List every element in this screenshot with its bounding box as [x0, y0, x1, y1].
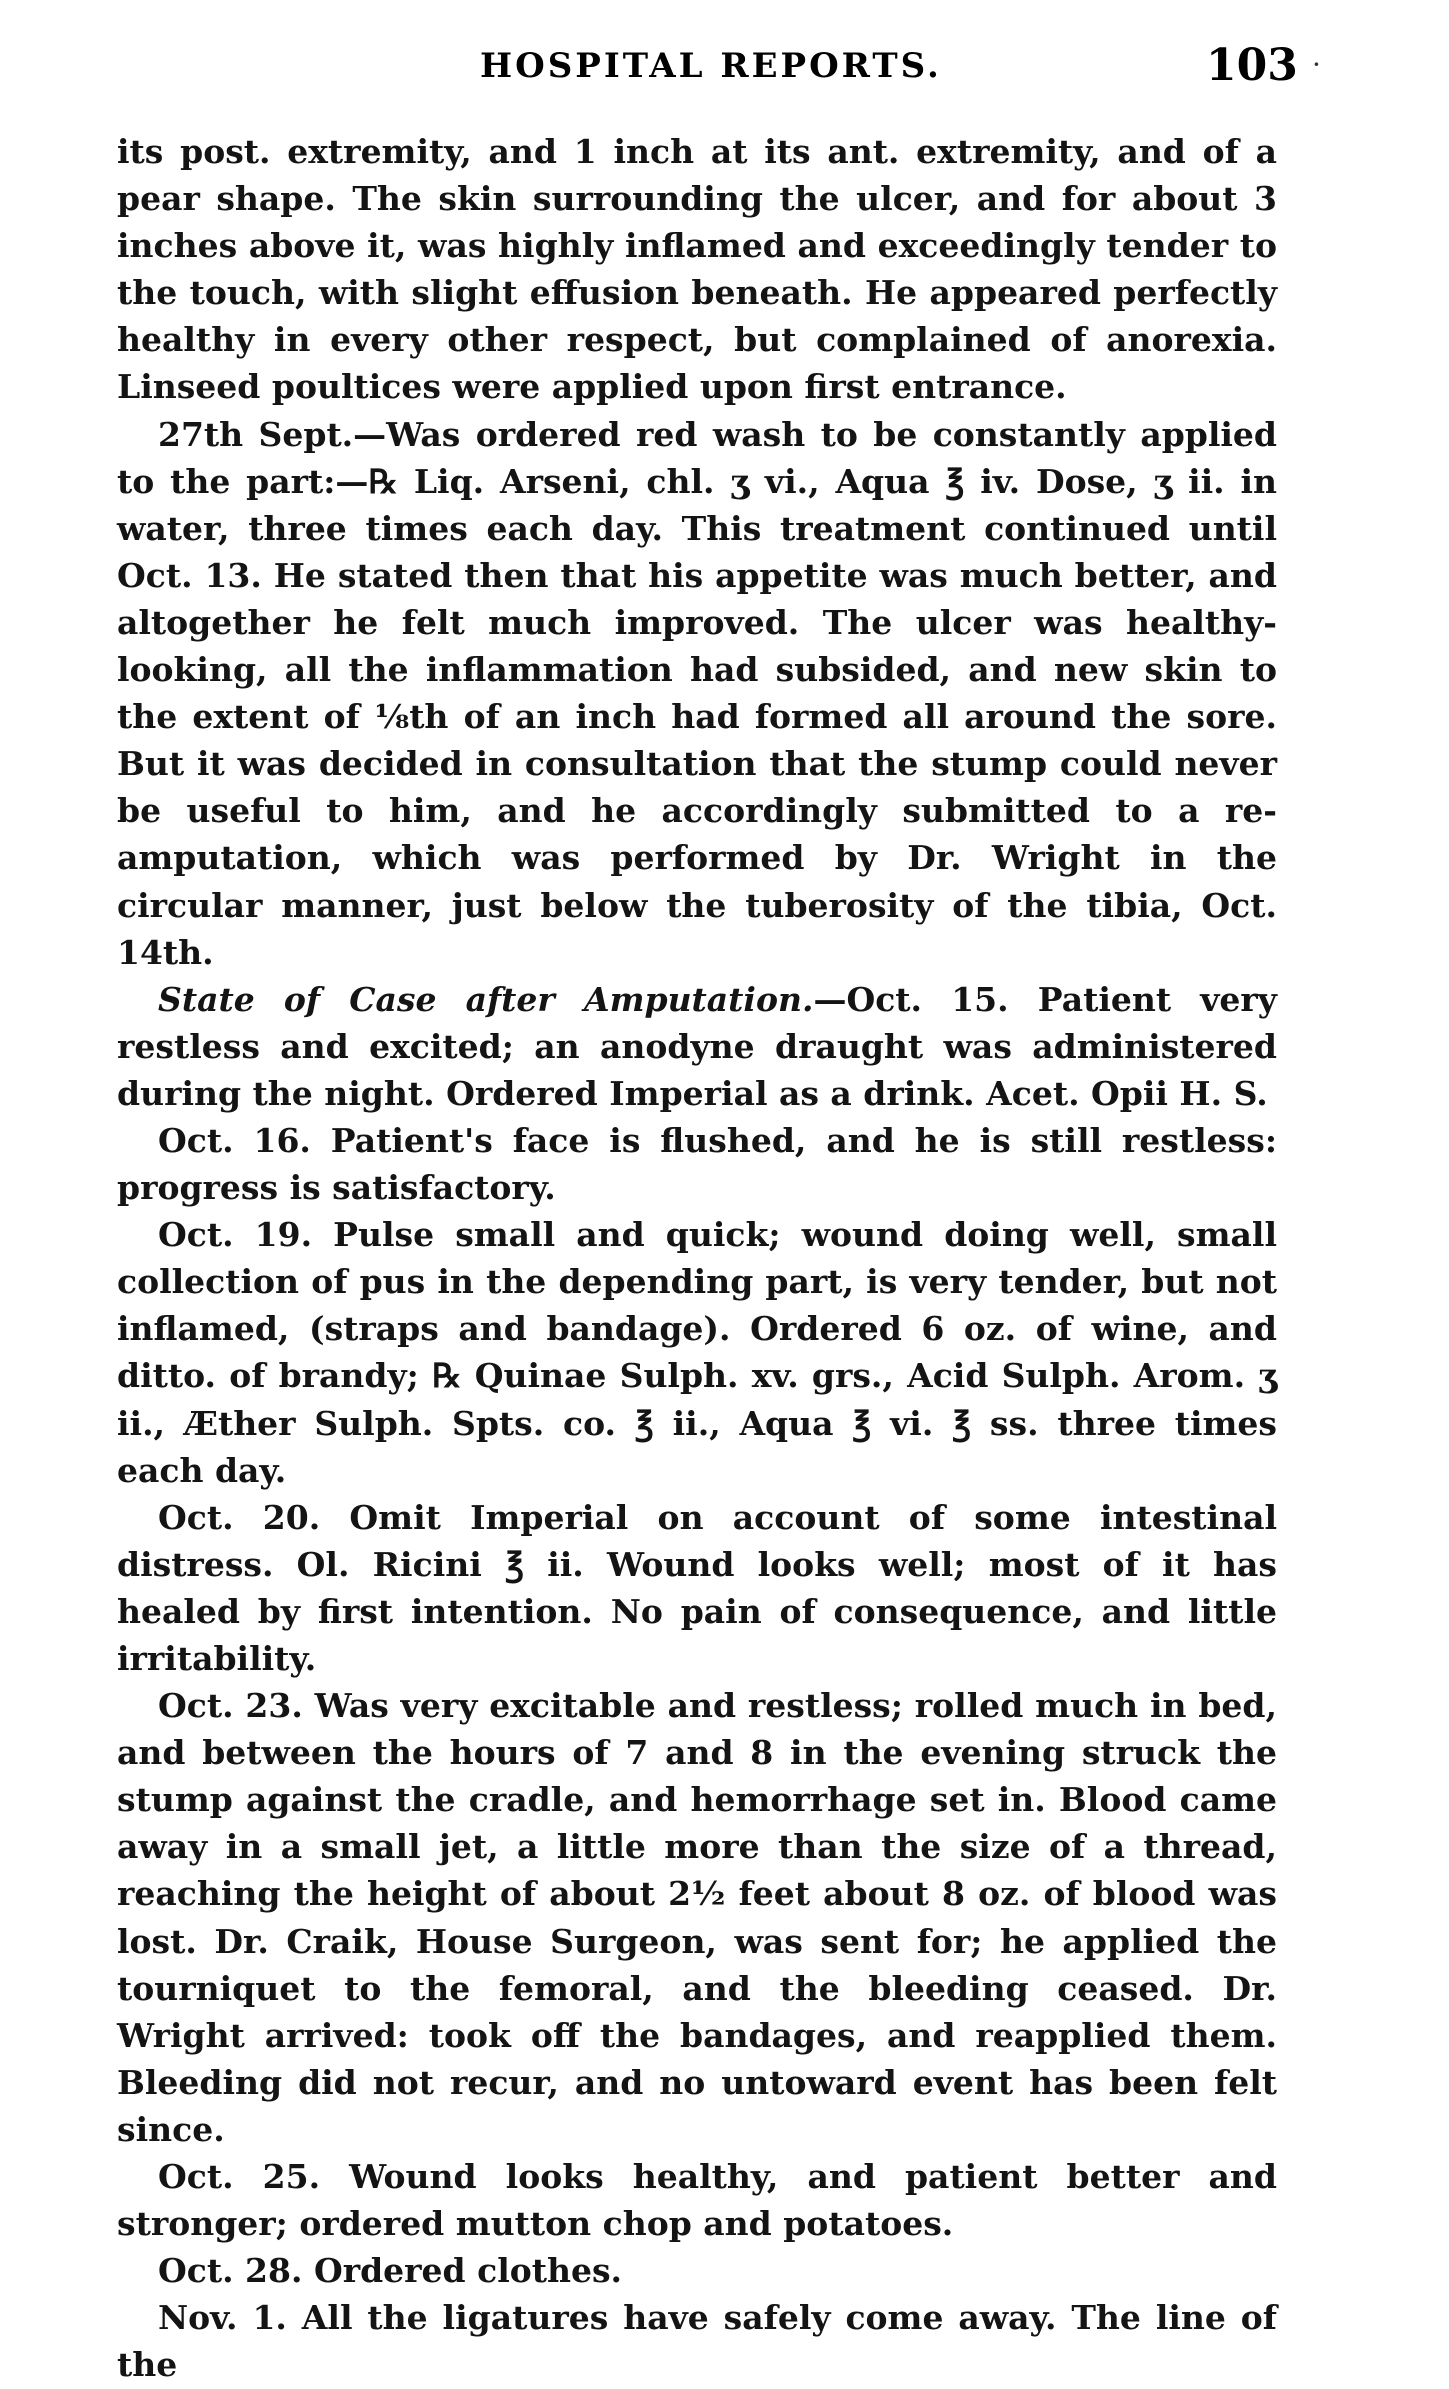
page-number: 103 — [1206, 40, 1298, 91]
running-head — [0, 38, 1449, 98]
paragraph-oct-19: Oct. 19. Pulse small and quick; wound doing well, small collection of pus in the depending part, is very tender, but not inflamed, (straps and bandage). Ordered 6 oz. of wine, and ditto. of brandy; ℞ Quinae Sulph. xv. grs., Acid Sulph. Arom. ʒ ii., Æther Sulph. Spts. co. ℥ ii., Aqua ℥ vi. ℥ ss. three times each day. — [117, 1215, 1277, 1490]
paragraph-oct-15-text: —Oct. 15. Patient very restless and excited; an anodyne draught was administered during the night. Ordered Imperial as a drink. Acet. Opii H. S. — [117, 979, 1277, 1113]
paragraph-oct-28: Oct. 28. Ordered clothes. — [158, 2251, 623, 2291]
edge-mark: · — [1312, 48, 1321, 81]
running-title: HOSPITAL REPORTS. — [480, 46, 942, 86]
paragraph-oct-23: Oct. 23. Was very excitable and restless; rolled much in bed, and between the hours of 7 and 8 in the evening struck the stump against the cradle, and hemorrhage set in. Blood came away in a small jet, a little more than the size of a thread, reaching the height of about 2½ feet about 8 oz. of blood was lost. Dr. Craik, House Surgeon, was sent for; he applied the tourniquet to the femoral, and the bleeding ceased. Dr. Wright arrived: took off the bandages, and reapplied them. Bleeding did not recur, and no untoward event has been felt since. — [117, 1686, 1277, 2149]
paragraph-continuation: its post. extremity, and 1 inch at its ant. extremity, and of a pear shape. The skin surrounding the ulcer, and for about 3 inches above it, was highly inflamed and exceedingly tender to the touch, with slight effusion beneath. He appeared perfectly healthy in every other respect, but complained of anorexia. Linseed poultices were applied upon first entrance. — [117, 132, 1277, 407]
paragraph-oct-16: Oct. 16. Patient's face is flushed, and he is still restless: progress is satisfactory. — [117, 1120, 1277, 1208]
paragraph-oct-25: Oct. 25. Wound looks healthy, and patient better and stronger; ordered mutton chop and potatoes. — [117, 2157, 1277, 2244]
paragraph-oct-20: Oct. 20. Omit Imperial on account of some intestinal distress. Ol. Ricini ℥ ii. Wound looks well; most of it has healed by first intention. No pain of consequence, and little irritability. — [117, 1497, 1277, 1678]
paragraph-after-amputation — [117, 976, 1277, 1117]
paragraph-nov-1: Nov. 1. All the ligatures have safely come away. The line of the — [117, 2298, 1277, 2385]
paragraph-sept-27: 27th Sept.—Was ordered red wash to be constantly applied to the part:—℞ Liq. Arseni, chl. ʒ vi., Aqua ℥ iv. Dose, ʒ ii. in water, three times each day. This treatment continued until Oct. 13. He stated then that his appetite was much better, and altogether he felt much improved. The ulcer was healthy-looking, all the inflammation had subsided, and new skin to the extent of ⅛th of an inch had formed all around the sore. But it was decided in consultation that the stump could never be useful to him, and he accordingly submitted to a re-amputation, which was performed by Dr. Wright in the circular manner, just below the tuberosity of the tibia, Oct. 14th. — [117, 414, 1277, 972]
section-lead-italic: State of Case after Amputation. — [158, 979, 814, 1019]
body-text — [117, 128, 1277, 2389]
